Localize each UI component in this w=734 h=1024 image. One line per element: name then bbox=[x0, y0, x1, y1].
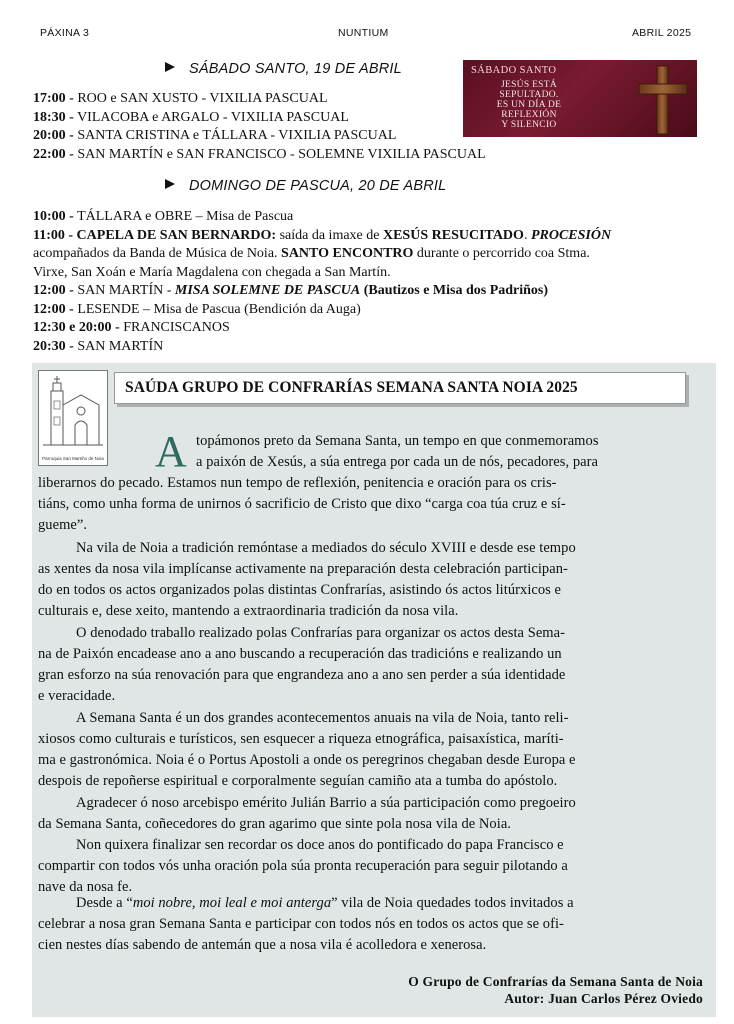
schedule-item: 20:30 - SAN MARTÍN bbox=[33, 338, 164, 354]
schedule-item: 17:00 - ROO e SAN XUSTO - VIXILIA PASCUAL bbox=[33, 91, 328, 106]
article-line: Agradecer ó noso arcebispo emérito Julián Barrio a súa participación como pregoeiro bbox=[76, 795, 576, 811]
article-line: na de Paixón encadease ano a ano buscando a recuperación das tradicións e realizando un bbox=[38, 646, 562, 662]
sunday-title: DOMINGO DE PASCUA, 20 DE ABRIL bbox=[189, 178, 447, 194]
schedule-item: Virxe, San Xoán e María Magdalena con chegada a San Martín. bbox=[33, 264, 391, 280]
article-line: tiáns, como unha forma de unirnos ó sacrificio de Cristo que dixo “carga coa túa cruz e sí- bbox=[38, 496, 566, 512]
publication-name: NUNTIUM bbox=[338, 27, 389, 39]
article-title-box bbox=[114, 372, 686, 404]
article-line: ma e gastronómica. Noia é o Portus Apostoli a onde os peregrinos chegaban desde Europa e bbox=[38, 752, 576, 768]
article-line: culturais e, dese xeito, mantendo a extraordinaria tradición da nosa vila. bbox=[38, 603, 459, 619]
church-icon bbox=[39, 373, 107, 453]
issue-date: ABRIL 2025 bbox=[632, 27, 692, 39]
article-line: A Semana Santa é un dos grandes acontecementos anuais na vila de Noia, tanto reli- bbox=[76, 710, 569, 726]
article-line: gran esforzo na súa renovación para que engrandeza ano a ano sen perder a súa identidade bbox=[38, 667, 566, 683]
article-line: Desde a “moi nobre, moi leal e moi anterga” vila de Noia quedades todos invitados a bbox=[76, 895, 574, 911]
article-line: xiosos como culturais e turísticos, sen esquecer a riqueza etnográfica, paisaxística, maríti- bbox=[38, 731, 564, 747]
article-line: compartir con todos vós unha oración pola súa pronta recuperación para seguir pilotando a bbox=[38, 858, 568, 874]
banner-title: SÁBADO SANTO bbox=[471, 65, 557, 76]
article-line: Na vila de Noia a tradición remóntase a mediados do século XVIII e desde ese tempo bbox=[76, 540, 576, 556]
article-line: gueme”. bbox=[38, 517, 88, 533]
arrow-icon bbox=[165, 179, 175, 189]
banner-text: JESÚS ESTÁ SEPULTADO. ES UN DÍA DE REFLEXIÓN Y SILENCIO bbox=[496, 80, 562, 130]
schedule-item: 10:00 - TÁLLARA e OBRE – Misa de Pascua bbox=[33, 209, 294, 224]
cross-icon bbox=[633, 62, 693, 136]
article-line: despois de repoñerse espiritual e corporalmente seguían camiño ata a tumba do apóstolo. bbox=[38, 773, 558, 789]
saturday-schedule bbox=[33, 90, 486, 164]
article-line: nave da nosa fe. bbox=[38, 879, 133, 895]
drop-cap: A bbox=[155, 427, 187, 476]
holy-saturday-banner bbox=[463, 60, 697, 137]
schedule-item: 22:00 - SAN MARTÍN e SAN FRANCISCO - SOLEMNE VIXILIA PASCUAL bbox=[33, 146, 486, 162]
article-line: as xentes da nosa vila implícanse activamente na preparación desta celebración participan- bbox=[38, 561, 568, 577]
sunday-schedule bbox=[33, 208, 713, 356]
schedule-item: 12:00 - SAN MARTÍN - MISA SOLEMNE DE PASCUA (Bautizos e Misa dos Padriños) bbox=[33, 283, 549, 298]
schedule-item: 20:00 - SANTA CRISTINA e TÁLLARA - VIXILIA PASCUAL bbox=[33, 128, 397, 143]
schedule-item: 18:30 - VILACOBA e ARGALO - VIXILIA PASCUAL bbox=[33, 109, 349, 125]
schedule-item: acompañados da Banda de Música de Noia. SANTO ENCONTRO durante o percorrido coa Stma. bbox=[33, 246, 590, 261]
article-line: liberarnos do pecado. Estamos nun tempo de reflexión, penitencia e oración para os cris- bbox=[38, 475, 557, 491]
sunday-heading bbox=[165, 178, 446, 194]
article-line: da Semana Santa, coñecedores do gran agarimo que sinte pola nosa vila de Noia. bbox=[38, 816, 511, 832]
article-line: e veracidade. bbox=[38, 688, 116, 704]
logo-caption: Parroquia San Martiño de Noia bbox=[42, 456, 104, 461]
article-line: Non quixera finalizar sen recordar os doce anos do pontificado do papa Francisco e bbox=[76, 837, 564, 853]
parish-logo bbox=[38, 370, 108, 466]
arrow-icon bbox=[165, 62, 175, 72]
saturday-title: SÁBADO SANTO, 19 DE ABRIL bbox=[189, 61, 402, 77]
schedule-item: 11:00 - CAPELA DE SAN BERNARDO: saída da imaxe de XESÚS RESUCITADO. PROCESIÓN bbox=[33, 227, 612, 243]
article-line: a paixón de Xesús, a súa entrega por cada un de nós, pecadores, para bbox=[196, 454, 598, 470]
article-line: topámonos preto da Semana Santa, un tempo en que conmemoramos bbox=[196, 433, 599, 449]
article-line: celebrar a nosa gran Semana Santa e participar con todos nós en todos os actos que se ofi- bbox=[38, 916, 564, 932]
schedule-item: 12:30 e 20:00 - FRANCISCANOS bbox=[33, 320, 230, 335]
article-title: SAÚDA GRUPO DE CONFRARÍAS SEMANA SANTA NOIA 2025 bbox=[125, 379, 578, 396]
page-number: PÁXINA 3 bbox=[40, 27, 90, 39]
article-line: O denodado traballo realizado polas Confrarías para organizar os actos desta Sema- bbox=[76, 625, 565, 641]
saturday-heading bbox=[165, 61, 402, 77]
signature-group: O Grupo de Confrarías da Semana Santa de Noia bbox=[408, 974, 703, 989]
article-line: do en todos os actos organizados polas distintas Confrarías, asistindo ós actos litúrxicos e bbox=[38, 582, 562, 598]
signature-author: Autor: Juan Carlos Pérez Oviedo bbox=[504, 991, 703, 1006]
schedule-item: 12:00 - LESENDE – Misa de Pascua (Bendición da Auga) bbox=[33, 301, 361, 317]
article-line: cien nestes días sabendo de antemán que a nosa vila é acolledora e xenerosa. bbox=[38, 937, 487, 953]
